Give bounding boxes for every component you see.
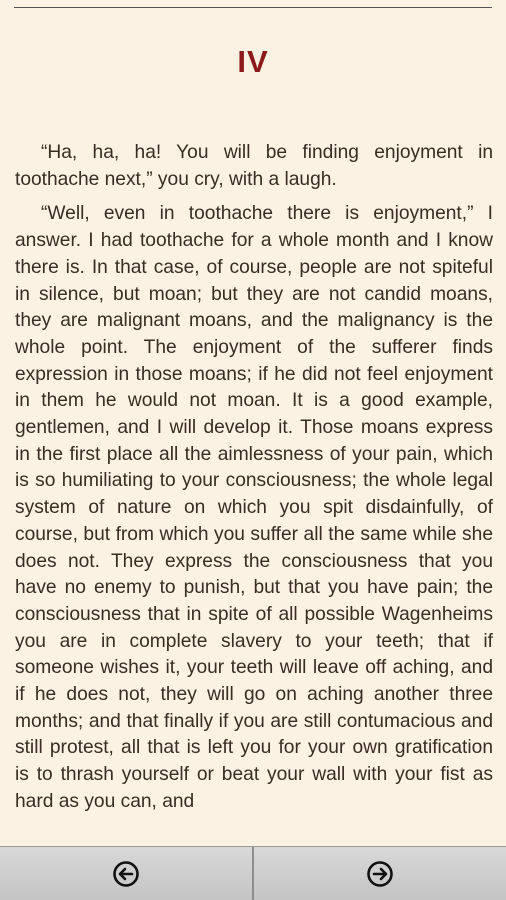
circle-arrow-left-icon [111,859,141,889]
top-divider [14,7,492,8]
previous-page-button[interactable] [0,847,252,900]
paragraph: “Well, even in toothache there is enjoyment,” I answer. I had toothache for a whole month and I know there is. In that case, of course, people are not spiteful in silence, but moan; but they are not candid moans, they are malignant moans, and the malignancy is the whole point. The enjoyment of the sufferer finds expression in those moans; if he did not feel enjoyment in them he would not moan. It is a good example, gentlemen, and I will develop it. Those moans express in the first place all the aimlessness of your pain, which is so humiliating to your consciousness; the whole legal system of nature on which you spit disdainfully, of course, but from which you suffer all the same while she does not. They express the consciousness that you have no enemy to punish, but that you have pain; the consciousness that in spite of all possible Wagenheims you are in complete slavery to your teeth; that if someone wishes it, your teeth will leave off aching, and if he does not, they will go on aching another three months; and that finally if you are still contumacious and still protest, all that is left you for your own gratification is to thrash yourself or beat your wall with your fist as hard as you can, and [15,203,493,812]
paragraph: “Ha, ha, ha! You will be finding enjoyment in toothache next,” you cry, with a laugh. [15,142,493,190]
chapter-title: IV [237,44,269,79]
bottom-toolbar [0,846,506,900]
reading-text-area[interactable] [15,140,493,844]
circle-arrow-right-icon [365,859,395,889]
next-page-button[interactable] [252,847,506,900]
